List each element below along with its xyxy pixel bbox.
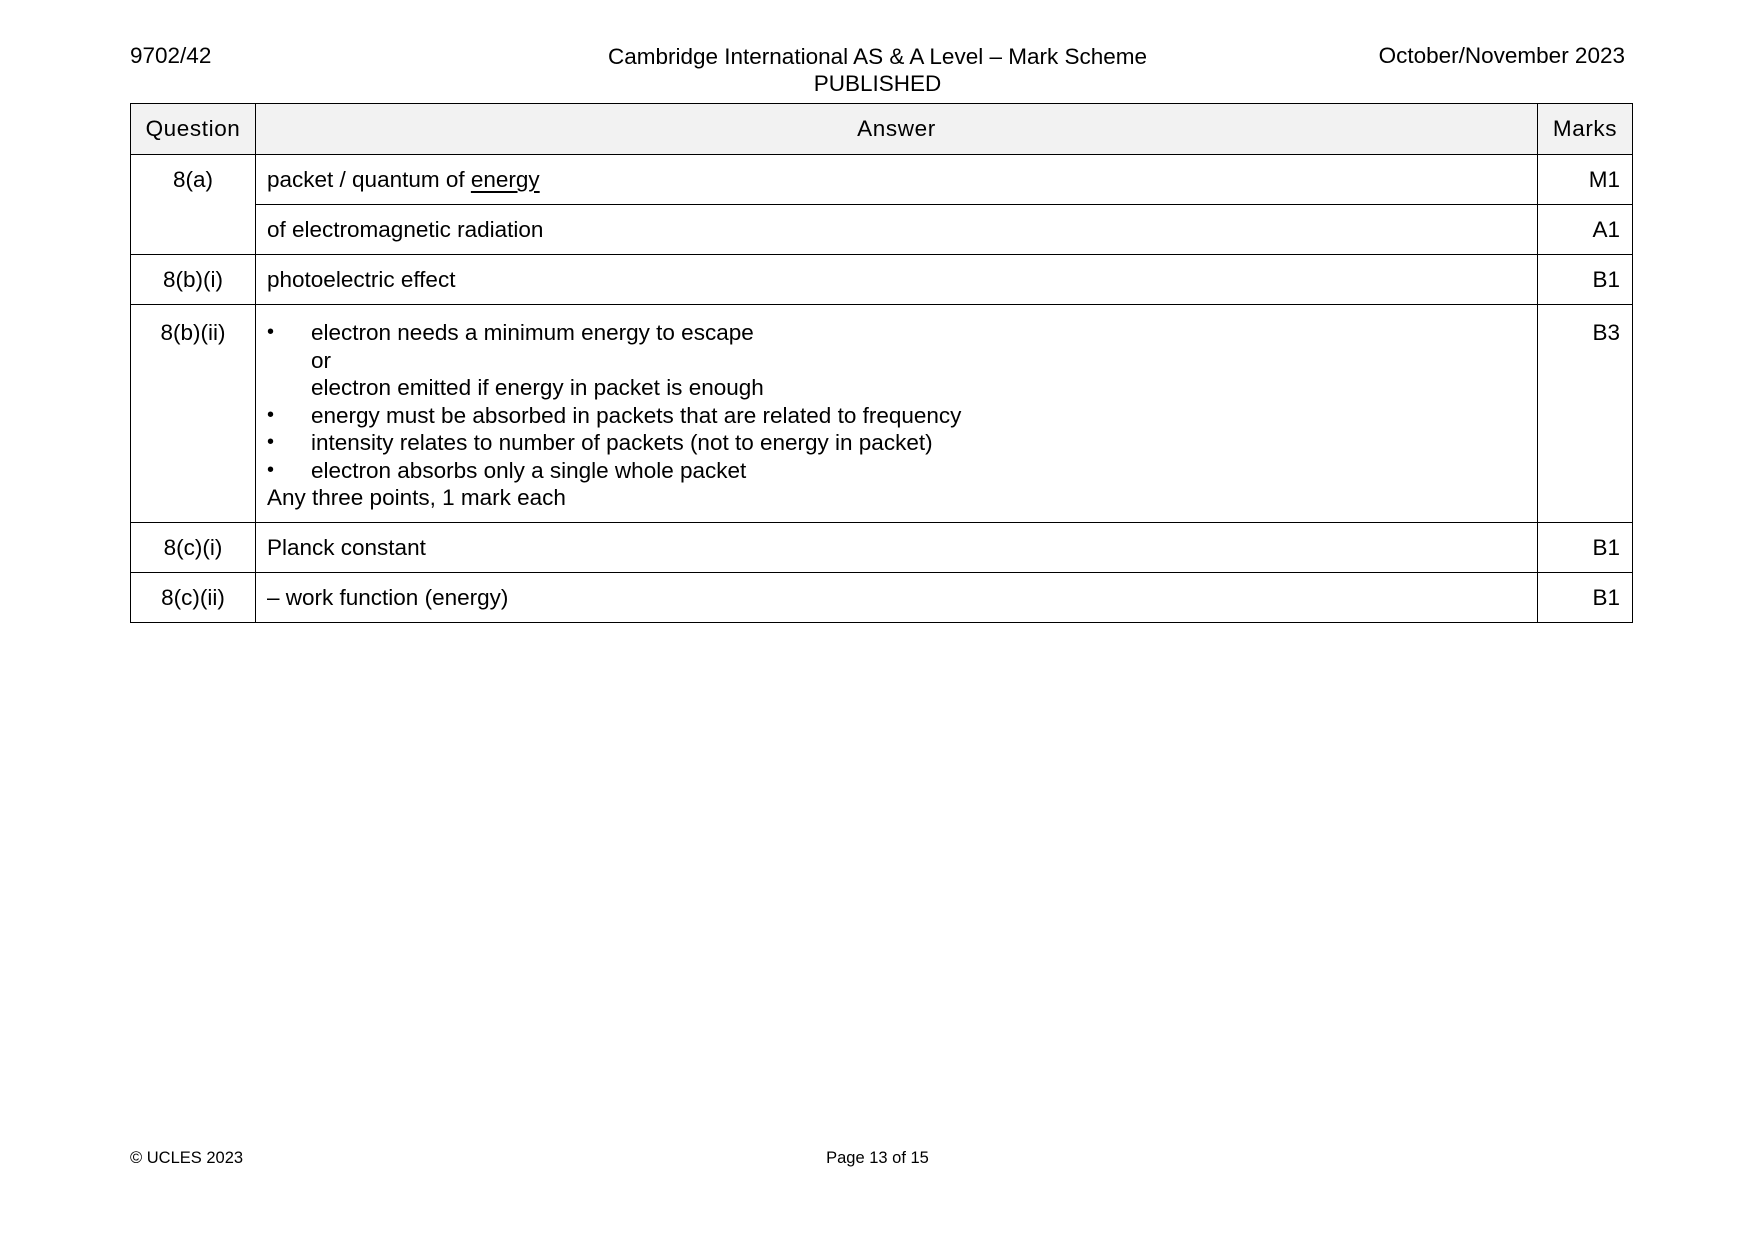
question-cell — [131, 522, 256, 572]
document-title: Cambridge International AS & A Level – Mark Scheme — [607, 44, 1148, 69]
table-row — [131, 522, 1633, 572]
question-number: 8(b)(i) — [163, 267, 223, 292]
question-number: 8(b)(ii) — [160, 320, 226, 345]
table-row — [131, 305, 1633, 523]
marking-point — [267, 457, 1527, 485]
marks-cell — [1538, 205, 1633, 255]
marking-points-list — [267, 319, 1527, 484]
question-cell — [131, 255, 256, 305]
answer-cell — [256, 522, 1538, 572]
marking-point-line: electron absorbs only a single whole packet — [311, 457, 747, 483]
bullet-icon: • — [267, 321, 275, 343]
marking-point-line: electron emitted if energy in packet is enough — [311, 375, 764, 400]
answer-text: photoelectric effect — [267, 267, 456, 292]
marks-value: B3 — [1592, 320, 1620, 345]
marking-point-line: intensity relates to number of packets (not to energy in packet) — [311, 430, 933, 455]
answer-text: of electromagnetic radiation — [267, 217, 544, 242]
answer-text: Planck constant — [267, 534, 426, 560]
answer-text: – work function (energy) — [267, 584, 509, 610]
mark-scheme-table — [130, 103, 1633, 623]
bullet-icon: • — [267, 403, 275, 426]
marks-cell — [1538, 305, 1633, 523]
answer-cell — [256, 305, 1538, 523]
table-row — [131, 572, 1633, 622]
question-number: 8(c)(ii) — [161, 584, 225, 610]
bullet-icon: • — [267, 458, 275, 481]
question-number: 8(c)(i) — [163, 534, 223, 560]
marks-value: A1 — [1592, 217, 1620, 242]
syllabus-code: 9702/42 — [130, 43, 212, 68]
marks-value: B1 — [1592, 267, 1620, 292]
question-number: 8(a) — [172, 167, 213, 192]
marking-point-line: energy must be absorbed in packets that are related to frequency — [311, 402, 962, 428]
marking-point-line: or — [311, 347, 332, 373]
question-cell — [131, 155, 256, 255]
column-header-marks: Marks — [1538, 104, 1633, 155]
column-header-question: Question — [131, 104, 256, 155]
table-row — [131, 255, 1633, 305]
underlined-keyword: energy — [470, 167, 540, 192]
marking-point — [267, 319, 1527, 402]
answer-cell — [256, 255, 1538, 305]
bullet-icon: • — [267, 431, 275, 453]
marks-value: B1 — [1592, 534, 1620, 560]
page-header — [130, 43, 1625, 103]
marks-value: B1 — [1592, 584, 1620, 610]
marks-value: M1 — [1588, 167, 1620, 192]
marks-cell — [1538, 255, 1633, 305]
table-header-row — [131, 104, 1633, 155]
marking-point-line: electron needs a minimum energy to escape — [311, 320, 754, 345]
marks-cell — [1538, 572, 1633, 622]
marking-note: Any three points, 1 mark each — [267, 485, 566, 510]
table-row — [131, 155, 1633, 205]
page-number: Page 13 of 15 — [826, 1149, 929, 1167]
marks-cell — [1538, 522, 1633, 572]
marks-cell — [1538, 155, 1633, 205]
answer-text: packet / quantum of — [267, 167, 471, 192]
document-subtitle: PUBLISHED — [813, 71, 942, 96]
column-header-answer: Answer — [256, 104, 1538, 155]
marking-point — [267, 402, 1527, 430]
copyright-notice: © UCLES 2023 — [130, 1149, 244, 1167]
answer-cell — [256, 155, 1538, 205]
answer-cell — [256, 572, 1538, 622]
question-cell — [131, 305, 256, 523]
question-cell — [131, 572, 256, 622]
exam-session: October/November 2023 — [1378, 43, 1625, 68]
table-row — [131, 205, 1633, 255]
answer-cell — [256, 205, 1538, 255]
marking-point — [267, 429, 1527, 457]
